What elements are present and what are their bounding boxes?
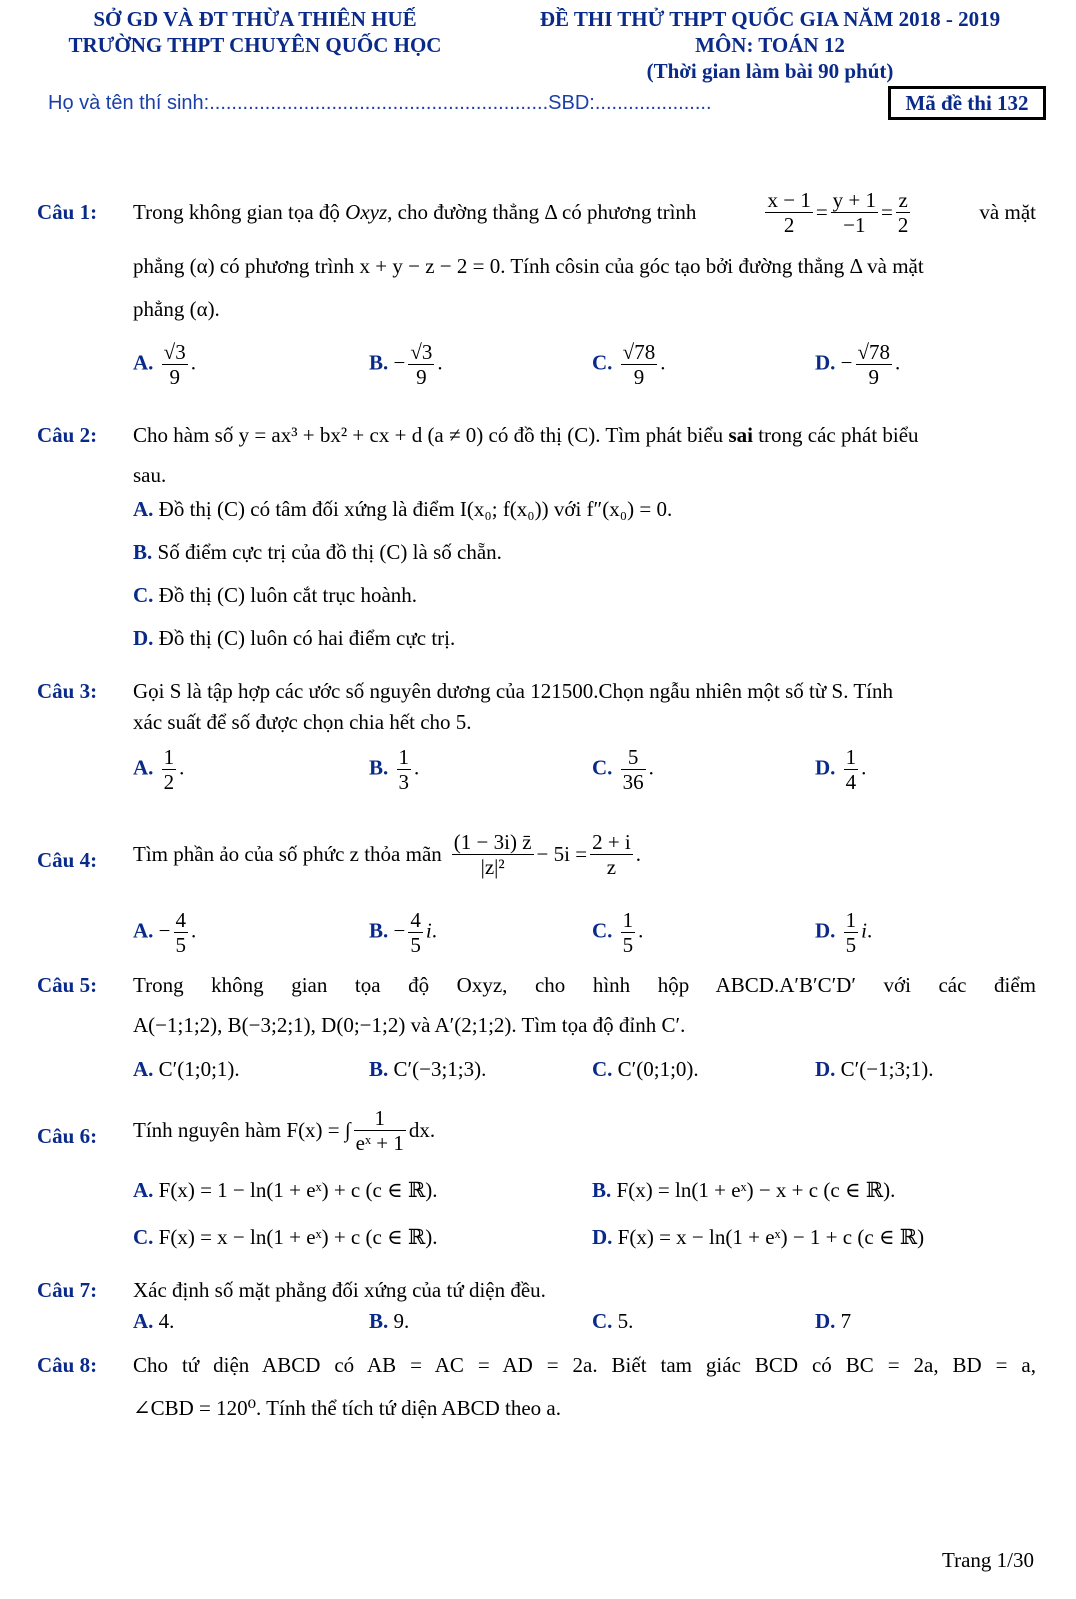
- q5-answer-a: A. C′(1;0;1).: [133, 1057, 240, 1081]
- q5-answer-c: C. C′(0;1;0).: [592, 1057, 699, 1081]
- q3-answer-b: B. $\frac{1}{3}$ .: [369, 745, 420, 794]
- q4-fraction-1: $\frac{(1 - 3i) z̄}{\text{|z|²}}$: [453, 830, 532, 879]
- q1-answer-d: D. − $\frac{√78}{9}$ .: [815, 340, 901, 389]
- candidate-info-line: Họ và tên thí sinh:.............................................................SBD:.....................: [48, 92, 712, 114]
- q2-line2: sau.: [133, 463, 167, 487]
- q2-answer-a: A. Đồ thị (C) có tâm đối xứng là điểm I(x₀; f(x₀)) với f″(x₀) = 0.: [133, 497, 673, 521]
- subject: MÔN: TOÁN 12: [695, 33, 845, 57]
- q1-fraction-z: $\frac{z}{2}$: [897, 188, 909, 237]
- school-name: TRƯỜNG THPT CHUYÊN QUỐC HỌC: [68, 33, 442, 57]
- school-header: [40, 6, 470, 58]
- q7-answer-c: C. 5.: [592, 1309, 634, 1333]
- q1-answer-b: B. − $\frac{√3}{9}$ .: [369, 340, 443, 389]
- q2-answer-c: C. Đồ thị (C) luôn cắt trục hoành.: [133, 583, 418, 607]
- q4-answer-b: B. − $\frac{4}{5}$ i.: [369, 908, 437, 957]
- q5-line1: Trong không gian tọa độ Oxyz, cho hình hộp ABCD.A′B′C′D′ với các điểm: [133, 973, 1036, 997]
- q1-answer-a: A. $\frac{√3}{9}$ .: [133, 340, 196, 389]
- department-name: SỞ GD VÀ ĐT THỪA THIÊN HUẾ: [93, 7, 417, 31]
- question-label: Câu 6:: [37, 1124, 98, 1148]
- question-label: Câu 3:: [37, 679, 98, 703]
- q4-line1: Tìm phần ảo của số phức z thỏa mãn $\frac{(1 - 3i) z̄}{\text{|z|²}}$ − 5i = $\frac{2 + i}{z}$ .: [133, 830, 642, 879]
- question-label: Câu 1:: [37, 200, 98, 224]
- q4-answer-c: C. $\frac{1}{5}$ .: [592, 908, 644, 957]
- q4-answer-d: D. $\frac{1}{5}$ i.: [815, 908, 873, 957]
- q1-answer-c: C. $\frac{√78}{9}$ .: [592, 340, 666, 389]
- duration: (Thời gian làm bài 90 phút): [646, 59, 894, 83]
- q1-line1: Trong không gian tọa độ Oxyz, cho đường thẳng Δ có phương trình $\frac{x - 1}{2}$ = $\frac{y + 1}{-1}$ = $\frac{z}{2}$ và mặt: [133, 188, 1036, 237]
- q7-line1: Xác định số mặt phẳng đối xứng của tứ diện đều.: [133, 1278, 546, 1302]
- q5-answer-d: D. C′(−1;3;1).: [815, 1057, 934, 1081]
- q6-answer-a: A. F(x) = 1 − ln(1 + eˣ) + c (c ∈ ℝ).: [133, 1178, 438, 1202]
- q8-line2: ∠CBD = 120⁰. Tính thể tích tứ diện ABCD theo a.: [133, 1396, 561, 1420]
- q2-answer-b: B. Số điểm cực trị của đồ thị (C) là số chẵn.: [133, 540, 502, 564]
- q6-answer-d: D. F(x) = x − ln(1 + eˣ) − 1 + c (c ∈ ℝ): [592, 1225, 925, 1249]
- q1-fraction-x: $\frac{x - 1}{2}$: [767, 188, 811, 237]
- q3-line2: xác suất để số được chọn chia hết cho 5.: [133, 710, 472, 734]
- page-number: Trang 1/30: [942, 1548, 1034, 1572]
- q2-answer-d: D. Đồ thị (C) luôn có hai điểm cực trị.: [133, 626, 456, 650]
- q8-line1: Cho tứ diện ABCD có AB = AC = AD = 2a. Biết tam giác BCD có BC = 2a, BD = a,: [133, 1353, 1036, 1377]
- q3-answer-d: D. $\frac{1}{4}$ .: [815, 745, 867, 794]
- q3-line1: Gọi S là tập hợp các ước số nguyên dương của 121500.Chọn ngẫu nhiên một số từ S. Tính: [133, 679, 893, 703]
- q1-line2: phẳng (α) có phương trình x + y − z − 2 = 0. Tính côsin của góc tạo bởi đường thẳng Δ và mặt: [133, 254, 924, 278]
- q6-answer-c: C. F(x) = x − ln(1 + eˣ) + c (c ∈ ℝ).: [133, 1225, 438, 1249]
- q4-fraction-2: $\frac{2 + i}{z}$: [592, 830, 631, 879]
- q7-answer-b: B. 9.: [369, 1309, 410, 1333]
- exam-title: ĐỀ THI THỬ THPT QUỐC GIA NĂM 2018 - 2019: [539, 7, 1001, 31]
- q1-line3: phẳng (α).: [133, 297, 220, 321]
- q7-answer-a: A. 4.: [133, 1309, 175, 1333]
- q7-answer-d: D. 7: [815, 1309, 852, 1333]
- q6-line1: Tính nguyên hàm F(x) = ∫ $\frac{1}{\text{eˣ + 1}}$ dx.: [133, 1106, 436, 1155]
- exam-code-box: Mã đề thi 132: [888, 86, 1046, 120]
- question-label: Câu 8:: [37, 1353, 98, 1377]
- q6-answer-b: B. F(x) = ln(1 + eˣ) − x + c (c ∈ ℝ).: [592, 1178, 896, 1202]
- q5-answer-b: B. C′(−3;1;3).: [369, 1057, 487, 1081]
- question-label: Câu 7:: [37, 1278, 98, 1302]
- exam-header: [490, 6, 1050, 84]
- q6-fraction: $\frac{1}{\text{eˣ + 1}}$: [355, 1106, 404, 1155]
- q1-fraction-y: $\frac{y + 1}{-1}$: [832, 188, 877, 237]
- q3-answer-c: C. $\frac{5}{36}$ .: [592, 745, 654, 794]
- question-label: Câu 2:: [37, 423, 98, 447]
- question-label: Câu 5:: [37, 973, 98, 997]
- q2-line1: Cho hàm số y = ax³ + bx² + cx + d (a ≠ 0) có đồ thị (C). Tìm phát biểu sai trong các phát biểu: [133, 423, 919, 447]
- q3-answer-a: A. $\frac{1}{2}$ .: [133, 745, 185, 794]
- question-label: Câu 4:: [37, 848, 98, 872]
- q5-line2: A(−1;1;2), B(−3;2;1), D(0;−1;2) và A′(2;1;2). Tìm tọa độ đỉnh C′.: [133, 1013, 686, 1037]
- q4-answer-a: A. − $\frac{4}{5}$ .: [133, 908, 197, 957]
